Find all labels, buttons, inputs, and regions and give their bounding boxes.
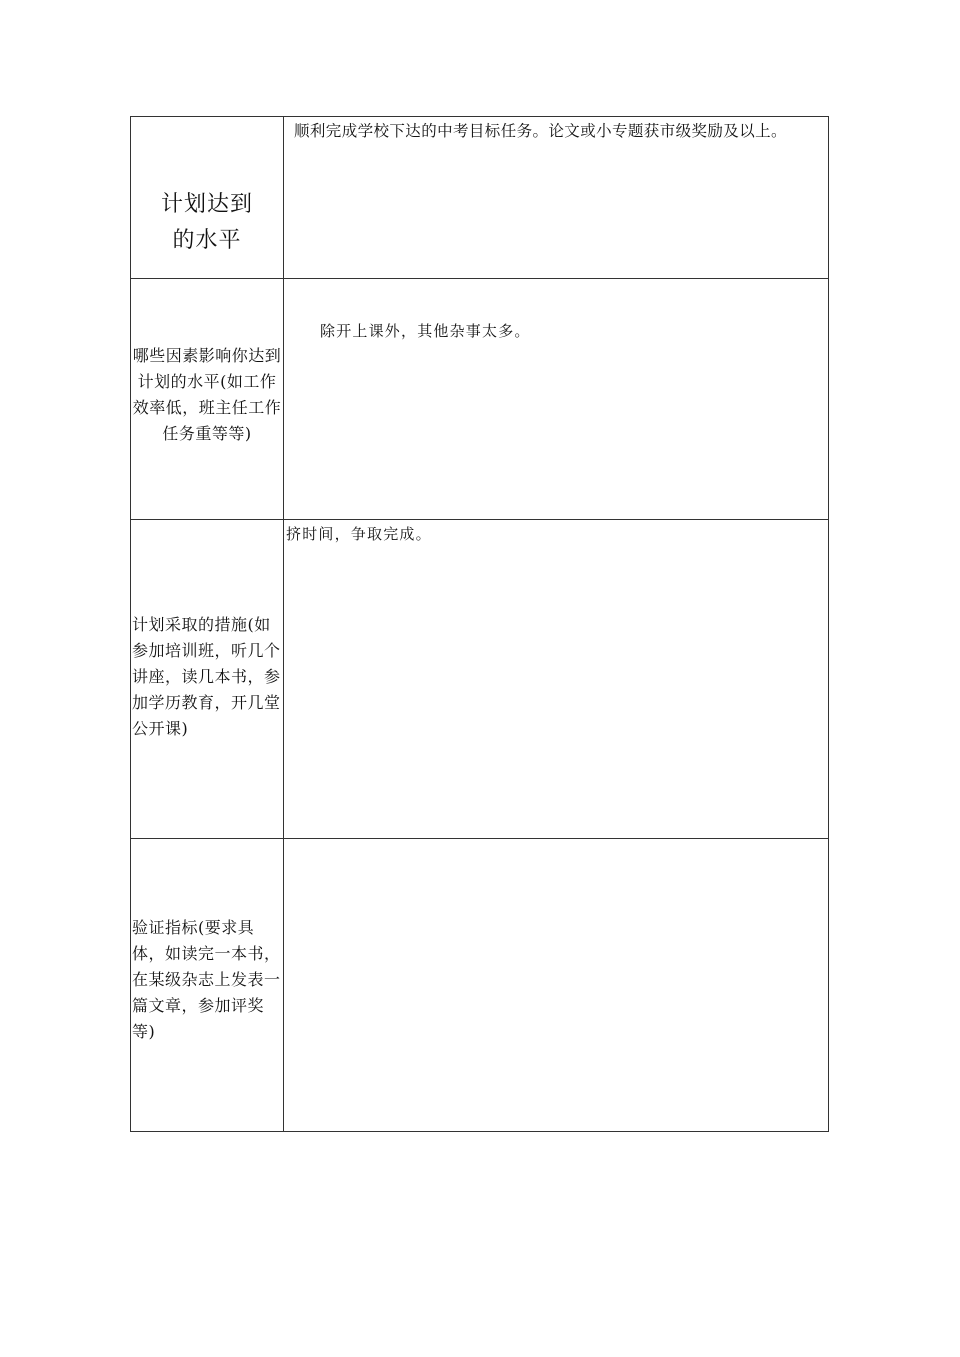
table-row <box>131 520 829 839</box>
value-cell-verification[interactable] <box>284 839 829 1132</box>
plan-form-table <box>130 116 829 1132</box>
label-line: 的水平 <box>172 228 242 253</box>
label-line: 加学历教育，开几堂 <box>132 693 281 712</box>
table-row <box>131 117 829 279</box>
label-line: 计划采取的措施(如 <box>132 615 271 634</box>
label-line: 参加培训班，听几个 <box>132 641 281 660</box>
label-line: 计划达到 <box>160 192 253 217</box>
label-cell-measures <box>131 520 284 839</box>
label-line: 效率低，班主任工作 <box>132 398 282 417</box>
value-cell-measures[interactable] <box>284 520 829 839</box>
label-factors <box>131 343 283 447</box>
label-line: 在某级杂志上发表一 <box>132 970 281 989</box>
label-line: 篇文章，参加评奖 <box>132 996 265 1015</box>
label-verification <box>131 915 283 1045</box>
label-line: 公开课) <box>132 719 189 738</box>
table-row <box>131 279 829 520</box>
label-measures <box>131 612 283 742</box>
label-line: 计划的水平(如工作 <box>137 372 277 391</box>
label-target-level <box>131 187 283 259</box>
label-line: 哪些因素影响你达到 <box>132 346 282 365</box>
label-line: 体，如读完一本书， <box>132 944 281 963</box>
label-cell-factors <box>131 279 284 520</box>
table-row <box>131 839 829 1132</box>
value-target-level: 顺利完成学校下达的中考目标任务。论文或小专题获市级奖励及以上。 <box>294 122 787 140</box>
value-measures: 挤时间，争取完成。 <box>286 525 432 543</box>
label-cell-target-level <box>131 117 284 279</box>
value-cell-target-level[interactable] <box>284 117 829 279</box>
label-line: 讲座，读几本书，参 <box>132 667 281 686</box>
label-line: 任务重等等) <box>162 424 252 443</box>
label-line: 等) <box>132 1022 156 1041</box>
value-cell-factors[interactable] <box>284 279 829 520</box>
label-line: 验证指标(要求具 <box>132 918 255 937</box>
label-cell-verification <box>131 839 284 1132</box>
value-factors: 除开上课外，其他杂事太多。 <box>320 322 531 340</box>
